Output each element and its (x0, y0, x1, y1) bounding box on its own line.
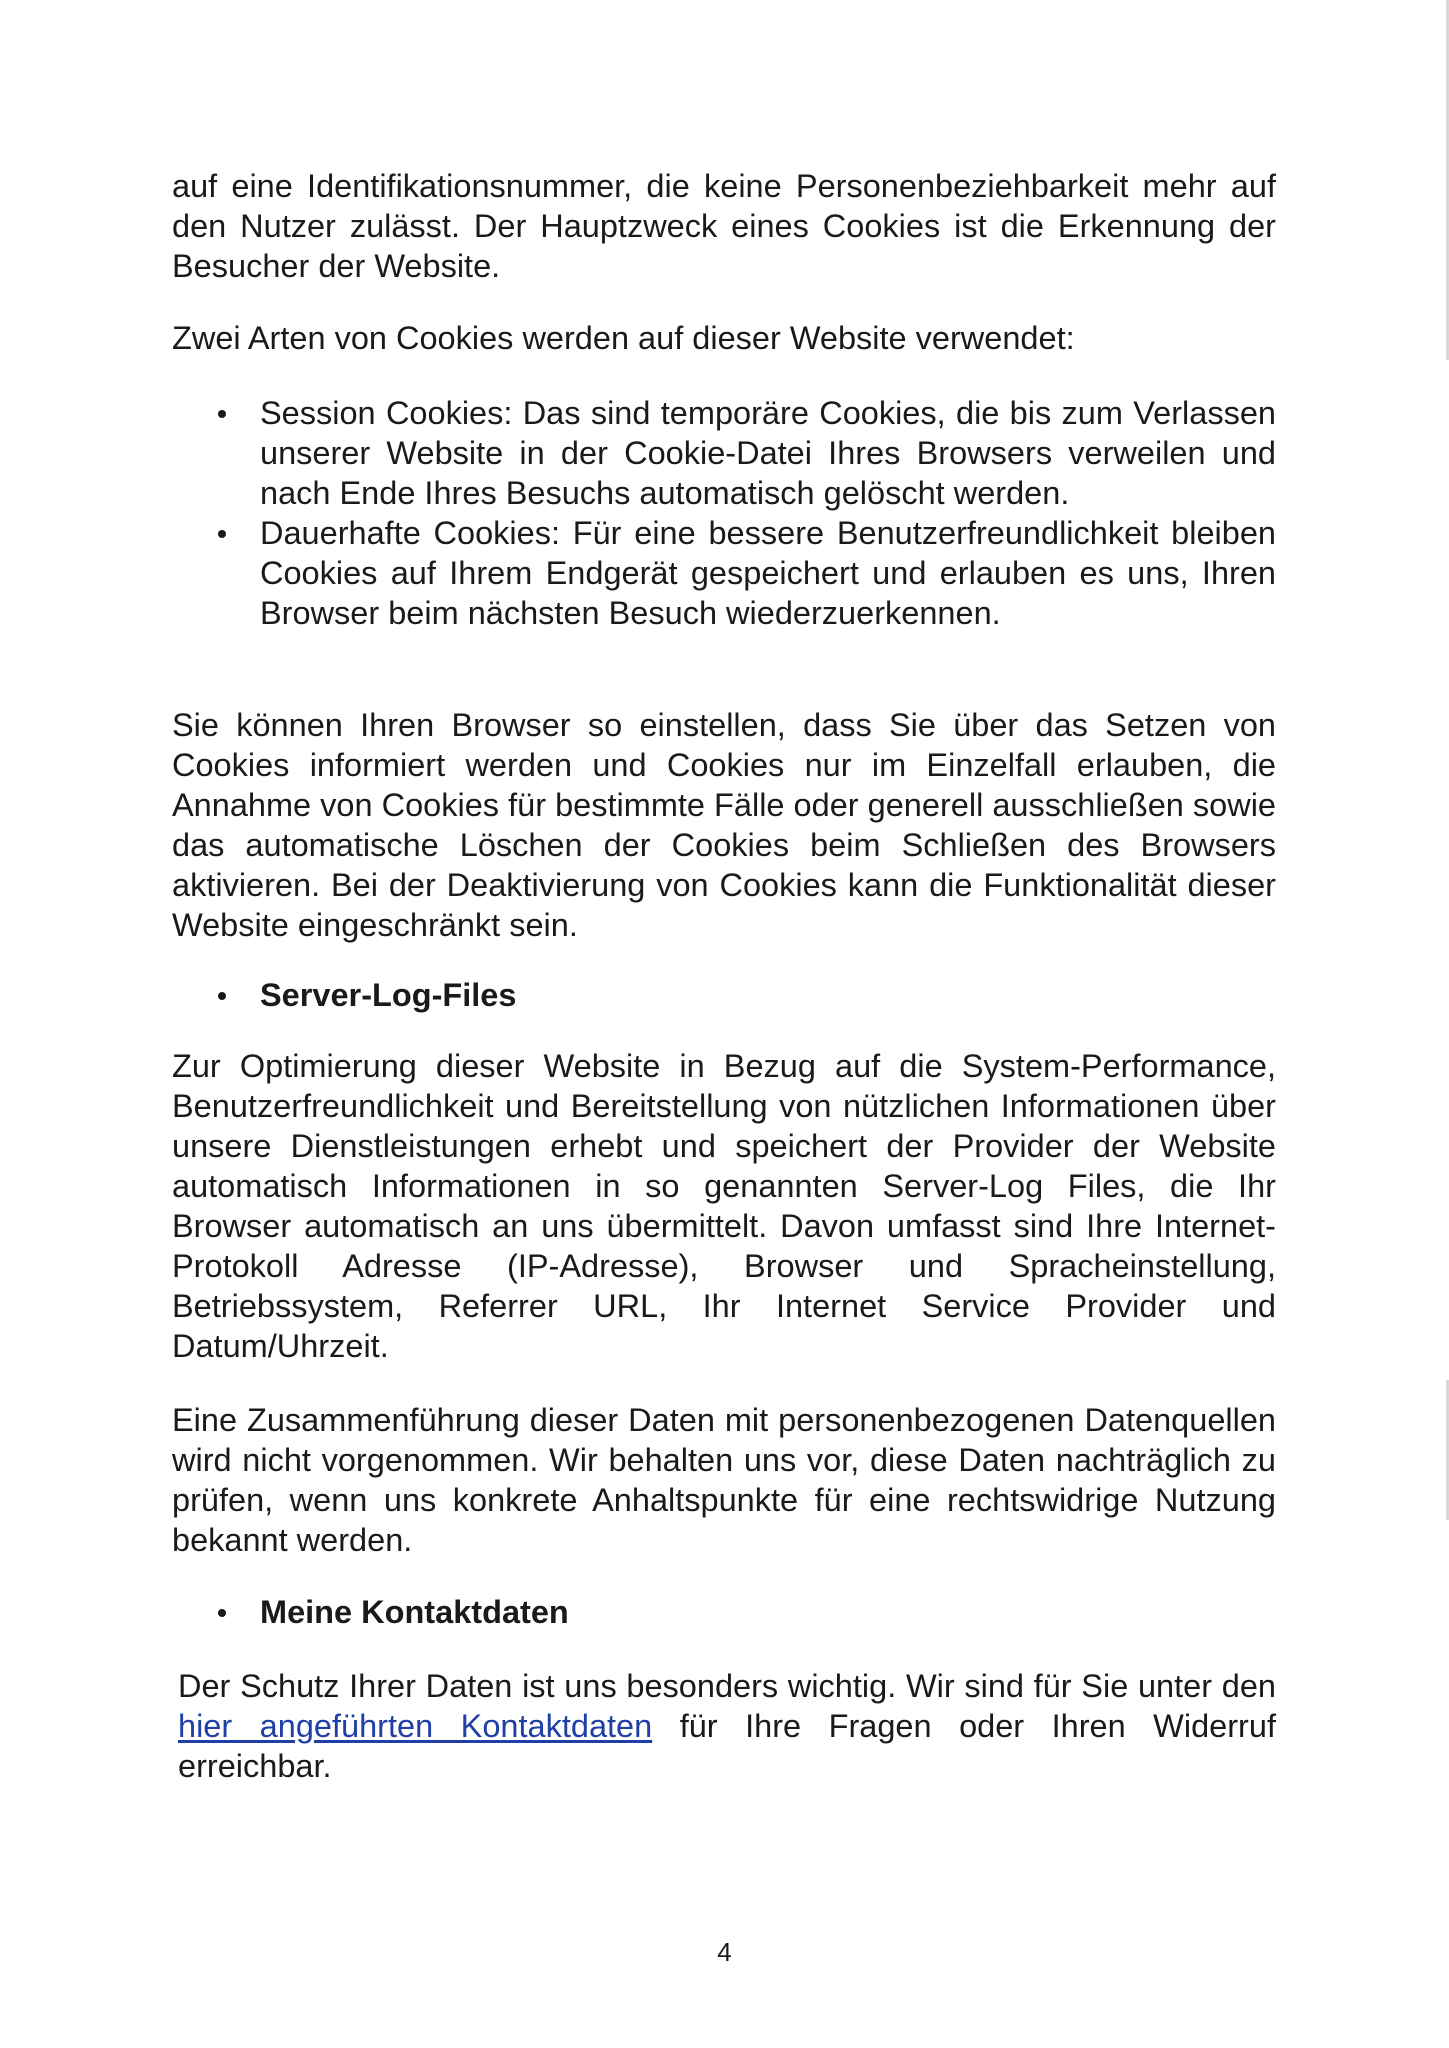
paragraph-cookie-id: auf eine Identifikationsnummer, die keine Personenbeziehbarkeit mehr auf den Nutzer zulässt. Der Hauptzweck eines Cookies ist die Erkennung der Besucher der Website. (172, 168, 1276, 284)
paragraph-cookie-types-intro: Zwei Arten von Cookies werden auf dieser Website verwendet: (172, 320, 1075, 356)
contact-details-link[interactable]: hier angeführten Kontaktdaten (178, 1708, 653, 1744)
heading-text: Meine Kontaktdaten (260, 1594, 569, 1630)
bullet-icon (218, 410, 226, 418)
bullet-icon (218, 992, 226, 1000)
list-item-text: Session Cookies: Das sind temporäre Cookies, die bis zum Verlassen unserer Website in der Cookie-Datei Ihres Browsers verweilen und nach Ende Ihres Besuchs automatisch gelöscht werden. (260, 395, 1276, 511)
contact-text-after: für Ihre Fragen oder Ihren Widerruf erreichbar. (178, 1708, 1276, 1784)
page-number: 4 (717, 1937, 732, 1967)
list-item-text: Dauerhafte Cookies: Für eine bessere Benutzerfreundlichkeit bleiben Cookies auf Ihrem Endgerät gespeichert und erlauben es uns, Ihren Browser beim nächsten Besuch wiederzuerkennen. (260, 515, 1276, 631)
cookie-types-list (172, 393, 1276, 633)
bullet-icon (218, 530, 226, 538)
contact-text-before: Der Schutz Ihrer Daten ist uns besonders wichtig. Wir sind für Sie unter den (178, 1668, 1276, 1704)
bullet-icon (218, 1609, 226, 1617)
paragraph-server-log: Zur Optimierung dieser Website in Bezug auf die System-Performance, Benutzerfreundlichkeit und Bereitstellung von nützlichen Informationen über unsere Dienstleistungen erhebt und speichert der Provider der Website automatisch Informationen in so genannten Server-Log Files, die Ihr Browser automatisch an uns übermittelt. Davon umfasst sind Ihre Internet-Protokoll Adresse (IP-Adresse), Browser und Spracheinstellung, Betriebssystem, Referrer URL, Ihr Internet Service Provider und Datum/Uhrzeit. (172, 1048, 1276, 1364)
paragraph-contact (178, 1666, 1276, 1786)
paragraph-browser-settings: Sie können Ihren Browser so einstellen, dass Sie über das Setzen von Cookies informiert werden und Cookies nur im Einzelfall erlauben, die Annahme von Cookies für bestimmte Fälle oder generell ausschließen sowie das automatische Löschen der Cookies beim Schließen des Browsers aktivieren. Bei der Deaktivierung von Cookies kann die Funktionalität dieser Website eingeschränkt sein. (172, 707, 1276, 943)
section-heading-server-log-files (172, 975, 1276, 1015)
heading-text: Server-Log-Files (260, 977, 517, 1013)
list-item-session-cookies (172, 393, 1276, 513)
paragraph-data-merge: Eine Zusammenführung dieser Daten mit personenbezogenen Datenquellen wird nicht vorgenommen. Wir behalten uns vor, diese Daten nachträglich zu prüfen, wenn uns konkrete Anhaltspunkte für eine rechtswidrige Nutzung bekannt werden. (172, 1402, 1276, 1558)
section-heading-contact-details (172, 1592, 1276, 1632)
list-item-persistent-cookies (172, 513, 1276, 633)
